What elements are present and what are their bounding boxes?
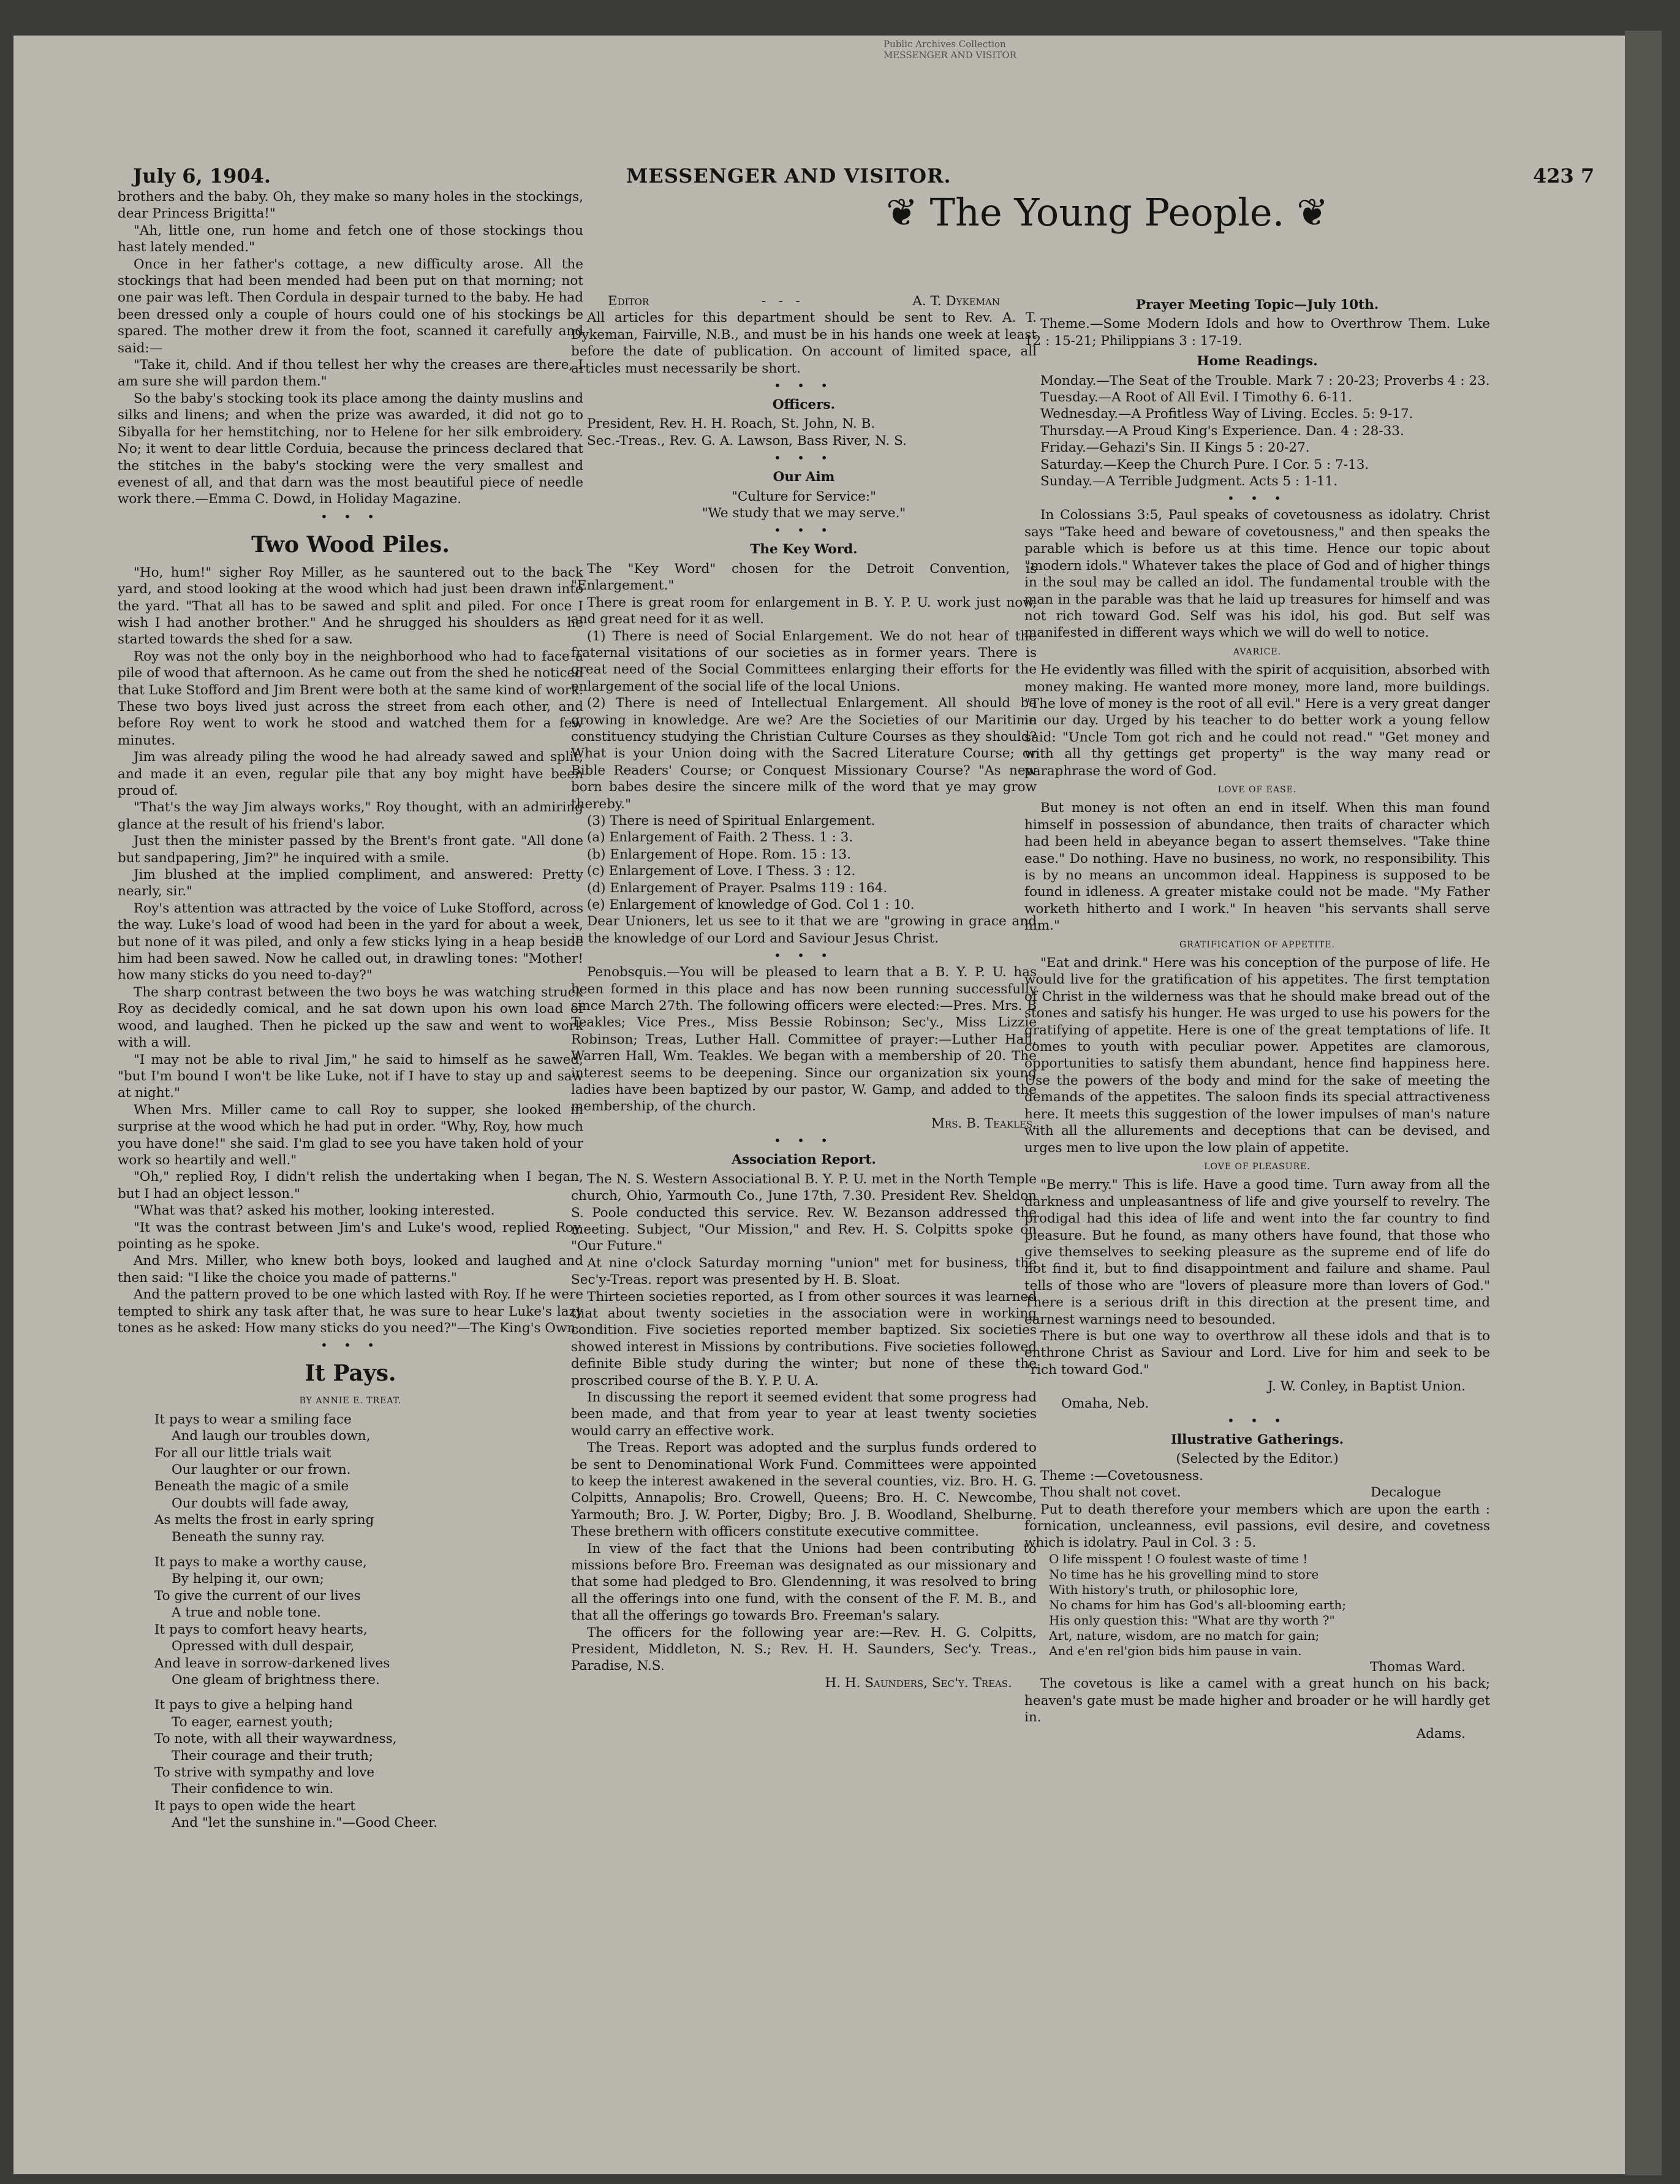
- penobsquis-paragraph: Penobsquis.—You will be pleased to learn that a B. Y. P. U. has been formed in this place and has now been running successfully since March 27th. The following officers were elected:—Pres. Mrs. B Teakles; Vice Pres., Miss Bessie Robinson; Sec'y., Miss Lizzie Robinson; Treas, Luther Hall. Committee of prayer:—Luther Hall, Warren Hall, Wm. Teakles. We began with a membership of 20. The interest seems to be deepening. Since our organization six young ladies have been baptized by our pastor, W. Gamp, and added to the membership, of the church.: [571, 965, 1037, 1115]
- officer-line: Sec.-Treas., Rev. G. A. Lawson, Bass River, N. S.: [587, 433, 907, 449]
- place-line: Omaha, Neb.: [1061, 1395, 1149, 1411]
- signature: J. W. Conley, in Baptist Union.: [1268, 1379, 1466, 1395]
- quote-text: Thou shalt not covet.: [1040, 1485, 1181, 1501]
- officer-line: President, Rev. H. H. Roach, St. John, N. B.: [587, 416, 876, 432]
- key-list-item: (c) Enlargement of Love. I Thess. 3 : 12.: [587, 863, 856, 879]
- key-paragraph: The "Key Word" chosen for the Detroit Convention, is "Enlargement.": [571, 561, 1037, 594]
- covet-line: [1024, 1484, 1490, 1501]
- key-list-item: (b) Enlargement of Hope. Rom. 15 : 13.: [587, 846, 852, 862]
- poem-line: It pays to open wide the heart: [154, 1798, 356, 1814]
- article-paragraph: Jim was already piling the wood he had already sawed and split, and made it an even, regular pile that any boy might have been proud of.: [118, 749, 583, 798]
- poem-line: No time has he his grovelling mind to store: [1049, 1566, 1319, 1582]
- key-word-title: The Key Word.: [750, 542, 858, 558]
- poem-line: It pays to give a helping hand: [154, 1697, 353, 1713]
- article-paragraph: Just then the minister passed by the Brent's front gate. "All done but sandpapering, Jim?" he inquired with a smile.: [118, 833, 583, 866]
- story-paragraph: So the baby's stocking took its place among the dainty muslins and silks and linens; and when the prize was awarded, it did not go to Sibyalla for her hemstitching, nor to Helene for her silk embroidery. No; it went to dear little Corduia, because the princess declared that the stitches in the baby's stocking were the very smallest and evenest of all, and that darn was the most beautiful piece of needle work there.—Emma C. Dowd, in Holiday Magazine.: [118, 390, 583, 507]
- article-paragraph: "I may not be able to rival Jim," he said to himself as he sawed, "but I'm bound I won't be like Luke, not if I have to stay up and saw at night.": [118, 1052, 583, 1101]
- reading-item: Thursday.—A Proud King's Experience. Dan. 4 : 28-33.: [1040, 423, 1404, 439]
- association-paragraph: The Treas. Report was adopted and the surplus funds ordered to be sent to Denominational Work Fund. Committees were appointed to keep the interest awakened in the several counties, viz. Bro. H. G. Colpitts, Annapolis; Bro. Crowell, Queens; Bro. H. C. Newcombe, Yarmouth; Bro. J. W. Porter, Digby; Bro. J. B. Woodland, Shelburne. These brethern with officers constitute executive committee.: [571, 1440, 1037, 1540]
- article-paragraph: When Mrs. Miller came to call Roy to supper, she looked in surprise at the wood which he had put in order. "Why, Roy, how much you have done!" she said. I'm glad to see you have taken hold of your work so heartily and well.": [118, 1102, 583, 1168]
- poem-line: To eager, earnest youth;: [172, 1714, 333, 1730]
- ease-paragraph: But money is not often an end in itself. When this man found himself in possession of abundance, then traits of character which had been held in abeyance began to assert themselves. "Take thine ease." Do nothing. Have no business, no work, no responsibility. This is by no means an uncommon ideal. Happiness is supposed to be found in idleness. A greater mistake could not be made. "My Father worketh hitherto and I work." In heaven "his servants shall serve him.": [1024, 800, 1490, 934]
- article-paragraph: And Mrs. Miller, who knew both boys, looked and laughed and then said: "I like the choice you made of patterns.": [118, 1253, 583, 1286]
- association-paragraph: The officers for the following year are:—Rev. H. G. Colpitts, President, Middleton, N. S.; Rev. H. H. Saunders, Sec'y. Treas., Paradise, N.S.: [571, 1625, 1037, 1674]
- poem-line: With history's truth, or philosophic lore,: [1049, 1582, 1299, 1597]
- header-page-number: 423 7: [1533, 164, 1595, 188]
- aim-title: Our Aim: [773, 469, 835, 485]
- signature: H. H. Saunders, Sec'y. Treas.: [825, 1675, 1012, 1691]
- column-3: [1024, 293, 1490, 1743]
- story-paragraph: Once in her father's cottage, a new difficulty arose. All the stockings that had been mended had been put on that morning; not one pair was left. Then Cordula in despair turned to the baby. He had been dressed only a couple of hours could one of his stockings be spared. The mother drew it from the foot, scanned it carefully and said:—: [118, 256, 583, 356]
- illustrative-subtitle: (Selected by the Editor.): [1176, 1451, 1339, 1467]
- key-list-item: (e) Enlargement of knowledge of God. Col 1 : 10.: [587, 897, 915, 912]
- poem-line: For all our little trials wait: [154, 1445, 331, 1461]
- key-paragraph: There is great room for enlargement in B. Y. P. U. work just now, and great need for it as well.: [571, 594, 1037, 628]
- subsection-title: GRATIFICATION OF APPETITE.: [1179, 939, 1335, 950]
- officers-title: Officers.: [772, 397, 836, 413]
- pleasure-paragraph: "Be merry." This is life. Have a good time. Turn away from all the darkness and unpleasantness of life and give yourself to revelry. The prodigal had this idea of life and went into the far country to find pleasure. But he found, as many others have found, that those who give themselves to seeking pleasure as the supreme end of life do not find it, but to find disappointment and failure and shame. Paul tells of those who are "lovers of pleasure more than lovers of God." There is a serious drift in this direction at the present time, and earnest warnings need to besounded.: [1024, 1177, 1490, 1327]
- article-title: Two Wood Piles.: [251, 531, 450, 558]
- fleuron-icon: ❦: [885, 190, 918, 235]
- article-paragraph: "It was the contrast between Jim's and Luke's wood, replied Roy, pointing as he spoke.: [118, 1219, 583, 1252]
- header-title: MESSENGER AND VISITOR.: [626, 164, 952, 188]
- poem-line: Our doubts will fade away,: [172, 1495, 349, 1511]
- poem-line: To give the current of our lives: [154, 1588, 361, 1604]
- editor-separator: - - -: [761, 294, 800, 309]
- key-paragraph: (1) There is need of Social Enlargement. We do not hear of the fraternal visitations of our societies as in former years. There is great need of the Social Committees enlarging their efforts for the enlargement of the social life of the local Unions.: [571, 628, 1037, 694]
- aim-line: "Culture for Service:": [731, 488, 877, 504]
- article-paragraph: Roy's attention was attracted by the voice of Luke Stofford, across the way. Luke's load of wood had been in the yard for about a week, but none of it was piled, and only a few sticks lying in a heap beside him had been sawed. Now he called out, in drawling tones: "Mother! how many sticks do you need to-day?": [118, 900, 583, 984]
- section-divider: • • •: [320, 509, 381, 524]
- closing-paragraph: There is but one way to overthrow all these idols and that is to enthrone Christ as Saviour and Lord. Live for him and seek to be "rich toward God.": [1024, 1328, 1490, 1378]
- signature: Mrs. B. Teakles.: [931, 1115, 1037, 1131]
- section-masthead: [663, 189, 1551, 237]
- stamp-line: MESSENGER AND VISITOR: [884, 50, 1016, 61]
- article-paragraph: The sharp contrast between the two boys he was watching struck Roy as decidedly comical, and he sat down upon his own load of wood, and laughed. Then he picked up the saw and went to work with a will.: [118, 984, 583, 1051]
- reading-item: Monday.—The Seat of the Trouble. Mark 7 : 20-23; Proverbs 4 : 23.: [1040, 373, 1490, 389]
- poem-line: O life misspent ! O foulest waste of time !: [1049, 1551, 1308, 1566]
- article-paragraph: "Ho, hum!" sigher Roy Miller, as he sauntered out to the back yard, and stood looking at the wood which had just been drawn into the yard. "That all has to be sawed and split and piled. For once I wish I had another brother." And he shrugged his shoulders as he started towards the shed for a saw.: [118, 564, 583, 648]
- poem-line: And e'en rel'gion bids him pause in vain.: [1049, 1643, 1302, 1658]
- poem-line: Beneath the magic of a smile: [154, 1479, 349, 1495]
- theme-paragraph: Theme.—Some Modern Idols and how to Overthrow Them. Luke 12 : 15-21; Philippians 3 : 17-19.: [1024, 316, 1490, 349]
- section-divider: • • •: [1227, 1413, 1288, 1428]
- topic-title: Prayer Meeting Topic—July 10th.: [1135, 297, 1379, 313]
- newspaper-page: [13, 36, 1625, 2174]
- key-paragraph: (2) There is need of Intellectual Enlargement. All should be growing in knowledge. Are we? Are the Societies of our Maritime constituency studying the Christian Culture Courses as they should? What is your Union doing with the Sacred Literature Course; or Bible Readers' Course; or Conquest Missionary Course? "As new born babes desire the sincere milk of the word that ye may grow thereby.": [571, 696, 1037, 812]
- theme-line: Theme :—Covetousness.: [1040, 1468, 1203, 1484]
- signature: Thomas Ward.: [1369, 1659, 1466, 1675]
- poem-line: To note, with all their waywardness,: [154, 1731, 397, 1747]
- article-paragraph: "Oh," replied Roy, I didn't relish the undertaking when I began, but I had an object lesson.": [118, 1169, 583, 1202]
- key-list-item: (3) There is need of Spiritual Enlargement.: [587, 813, 876, 828]
- poem-line: Opressed with dull despair,: [172, 1639, 355, 1655]
- subsection-title: LOVE OF EASE.: [1217, 784, 1297, 795]
- idols-paragraph: In Colossians 3:5, Paul speaks of covetousness as idolatry. Christ says "Take heed and beware of covetousness," and then speaks the parable which is before us at this time. Hence our topic about "modern idols." Whatever takes the place of God and of higher things in the soul may be called an idol. The fundamental trouble with the man in the parable was that he laid up treasures for himself and was not rich toward God. Self was his idol, his god. But self was manifested in different ways which we will do well to notice.: [1024, 507, 1490, 641]
- article-paragraph: Jim blushed at the implied compliment, and answered: Pretty nearly, sir.": [118, 867, 583, 900]
- poem-line: Beneath the sunny ray.: [172, 1529, 325, 1545]
- poem-line: His only question this: "What are thy worth ?": [1049, 1612, 1335, 1628]
- story-paragraph: "Take it, child. And if thou tellest her why the creases are there, I am sure she will pardon them.": [118, 357, 583, 390]
- key-list-item: (d) Enlargement of Prayer. Psalms 119 : 164.: [587, 880, 888, 896]
- section-divider: • • •: [773, 378, 834, 393]
- poem-line: To strive with sympathy and love: [154, 1764, 375, 1780]
- poem-line: By helping it, our own;: [172, 1571, 324, 1587]
- section-divider: • • •: [320, 1338, 381, 1353]
- stamp-line: Public Archives Collection: [884, 39, 1006, 50]
- story-paragraph: brothers and the baby. Oh, they make so many holes in the stockings, dear Princess Brigitta!": [118, 189, 583, 222]
- poem-line: Their confidence to win.: [172, 1781, 334, 1797]
- home-readings-title: Home Readings.: [1197, 354, 1318, 370]
- reading-item: Sunday.—A Terrible Judgment. Acts 5 : 1-11.: [1040, 474, 1338, 490]
- page-edge: [1625, 31, 1662, 2175]
- subsection-title: LOVE OF PLEASURE.: [1204, 1161, 1311, 1172]
- association-paragraph: In view of the fact that the Unions had been contributing to missions before Bro. Freeman was designated as our missionary and that some had pledged to Bro. Glendenning, it was resolved to bring all the offerings into one fund, with the consent of the F. M. B., and that all the offerings go towards Bro. Freeman's salary.: [571, 1541, 1037, 1624]
- poem-line: It pays to comfort heavy hearts,: [154, 1621, 368, 1637]
- poem: [1049, 1552, 1490, 1659]
- association-paragraph: At nine o'clock Saturday morning "union" met for business, the Sec'y-Treas. report was presented by H. B. Sloat.: [571, 1255, 1037, 1288]
- poem-title: It Pays.: [305, 1360, 396, 1387]
- poem-line: Their courage and their truth;: [172, 1748, 374, 1764]
- avarice-paragraph: He evidently was filled with the spirit of acquisition, absorbed with money making. He wanted more money, more land, more buildings. "The love of money is the root of all evil." Here is a very great danger in our day. Urged by his teacher to do better work a young fellow said: "Uncle Tom got rich and he could not read." "Get money and with all thy gettings get property" is the way many read or paraphrase the word of God.: [1024, 662, 1490, 779]
- poem-line: And "let the sunshine in."—Good Cheer.: [172, 1815, 437, 1831]
- archive-stamp: [884, 39, 1016, 61]
- section-divider: • • •: [773, 948, 834, 963]
- poem-byline: BY ANNIE E. TREAT.: [299, 1396, 402, 1406]
- subsection-title: AVARICE.: [1233, 646, 1282, 657]
- appetite-paragraph: "Eat and drink." Here was his conception of the purpose of life. He would live for the gratification of his appetites. The first temptation of Christ in the wilderness was that he should make bread out of the stones and satisfy his hunger. He was urged to use his powers for the gratifying of appetite. Here is one of the great temptations of life. It comes to youth with peculiar power. Appetites are clamorous, opportunities to satisfy them abundant, hence find happiness here. Use the powers of the body and mind for the sake of meeting the demands of the appetites. The saloon finds its special attractiveness here. It meets this suggestion of the lower impulses of man's nature with all the allurements and deceptions that can be devised, and urges men to live upon the low plain of appetite.: [1024, 955, 1490, 1156]
- column-2: [571, 293, 1037, 1691]
- story-paragraph: "Ah, little one, run home and fetch one of those stockings thou hast lately mended.": [118, 222, 583, 256]
- reading-item: Wednesday.—A Profitless Way of Living. Eccles. 5: 9-17.: [1040, 406, 1413, 422]
- poem-line: Our laughter or our frown.: [172, 1462, 351, 1478]
- header-date: July 6, 1904.: [133, 164, 271, 188]
- aim-line: "We study that we may serve.": [702, 506, 906, 521]
- association-paragraph: Thirteen societies reported, as I from other sources it was learned that about twenty societies in the association were in working condition. Five societies reported member baptized. Six societies showed interest in Missions by contributions. Five societies followed definite Bible study during the winter; but none of these the proscribed course of the B. Y. P. U. A.: [571, 1289, 1037, 1389]
- poem-line: A true and noble tone.: [172, 1605, 321, 1621]
- scripture-paragraph: Put to death therefore your members which are upon the earth : fornication, uncleanness, evil passions, evil desire, and covetness which is idolatry. Paul in Col. 3 : 5.: [1024, 1501, 1490, 1551]
- reading-item: Tuesday.—A Root of All Evil. I Timothy 6. 6-11.: [1040, 390, 1352, 406]
- article-paragraph: "That's the way Jim always works," Roy thought, with an admiring glance at the result of his friend's labor.: [118, 800, 583, 832]
- poem-line: No chams for him has God's all-blooming earth;: [1049, 1597, 1346, 1612]
- poem-line: And leave in sorrow-darkened lives: [154, 1655, 390, 1671]
- key-paragraph: Dear Unioners, let us see to it that we are "growing in grace and in the knowledge of our Lord and Saviour Jesus Christ.: [571, 914, 1037, 946]
- intro-paragraph: All articles for this department should be sent to Rev. A. T. Dykeman, Fairville, N.B., and must be in his hands one week at least before the date of publication. On account of limited space, all articles must necessarily be short.: [571, 310, 1037, 376]
- poem: [154, 1411, 583, 1832]
- editor-label: Editor: [608, 294, 649, 309]
- association-paragraph: The N. S. Western Associational B. Y. P. U. met in the North Temple church, Ohio, Yarmouth Co., June 17th, 7.30. President Rev. Sheldon S. Poole conducted this service. Rev. W. Bezanson addressed the meeting. Subject, "Our Mission," and Rev. H. S. Colpitts spoke on "Our Future.": [571, 1171, 1037, 1254]
- section-divider: • • •: [773, 1133, 834, 1148]
- article-paragraph: "What was that? asked his mother, looking interested.: [134, 1203, 495, 1219]
- reading-item: Saturday.—Keep the Church Pure. I Cor. 5 : 7-13.: [1040, 457, 1369, 472]
- illustrative-title: Illustrative Gatherings.: [1170, 1432, 1344, 1447]
- poem-line: As melts the frost in early spring: [154, 1512, 374, 1528]
- column-1: [118, 189, 583, 1832]
- poem-line: It pays to wear a smiling face: [154, 1411, 352, 1427]
- camel-paragraph: The covetous is like a camel with a great hunch on his back; heaven's gate must be made higher and broader or he will hardly get in.: [1024, 1676, 1490, 1726]
- association-title: Association Report.: [732, 1152, 876, 1168]
- section-divider: • • •: [1227, 491, 1288, 506]
- section-divider: • • •: [773, 450, 834, 466]
- reading-item: Friday.—Gehazi's Sin. II Kings 5 : 20-27.: [1040, 440, 1310, 456]
- masthead-title: The Young People.: [929, 190, 1285, 235]
- poem-line: It pays to make a worthy cause,: [154, 1555, 367, 1571]
- quote-source: Decalogue: [1371, 1485, 1441, 1501]
- poem-line: One gleam of brightness there.: [172, 1672, 380, 1688]
- poem-line: And laugh our troubles down,: [172, 1428, 371, 1444]
- key-list-item: (a) Enlargement of Faith. 2 Thess. 1 : 3.: [587, 830, 853, 846]
- article-paragraph: Roy was not the only boy in the neighborhood who had to face a pile of wood that afternoon. As he came out from the shed he noticed that Luke Stofford and Jim Brent were both at the same kind of work. These two boys lived just across the street from each other, and before Roy went to work he stood and watched them for a few minutes.: [118, 648, 583, 748]
- editor-name: A. T. Dykeman: [912, 294, 1000, 309]
- signature: Adams.: [1416, 1726, 1466, 1742]
- article-paragraph: And the pattern proved to be one which lasted with Roy. If he were tempted to shirk any task after that, he was sure to hear Luke's lazy tones as he asked: How many sticks do you need?"—The King's Own.: [118, 1287, 583, 1336]
- fleuron-icon: ❦: [1296, 190, 1329, 235]
- editor-line: [571, 293, 1037, 309]
- association-paragraph: In discussing the report it seemed evident that some progress had been made, and that from year to year at least twenty societies would carry an effective work.: [571, 1389, 1037, 1439]
- poem-line: Art, nature, wisdom, are no match for gain;: [1049, 1628, 1320, 1643]
- section-divider: • • •: [773, 523, 834, 538]
